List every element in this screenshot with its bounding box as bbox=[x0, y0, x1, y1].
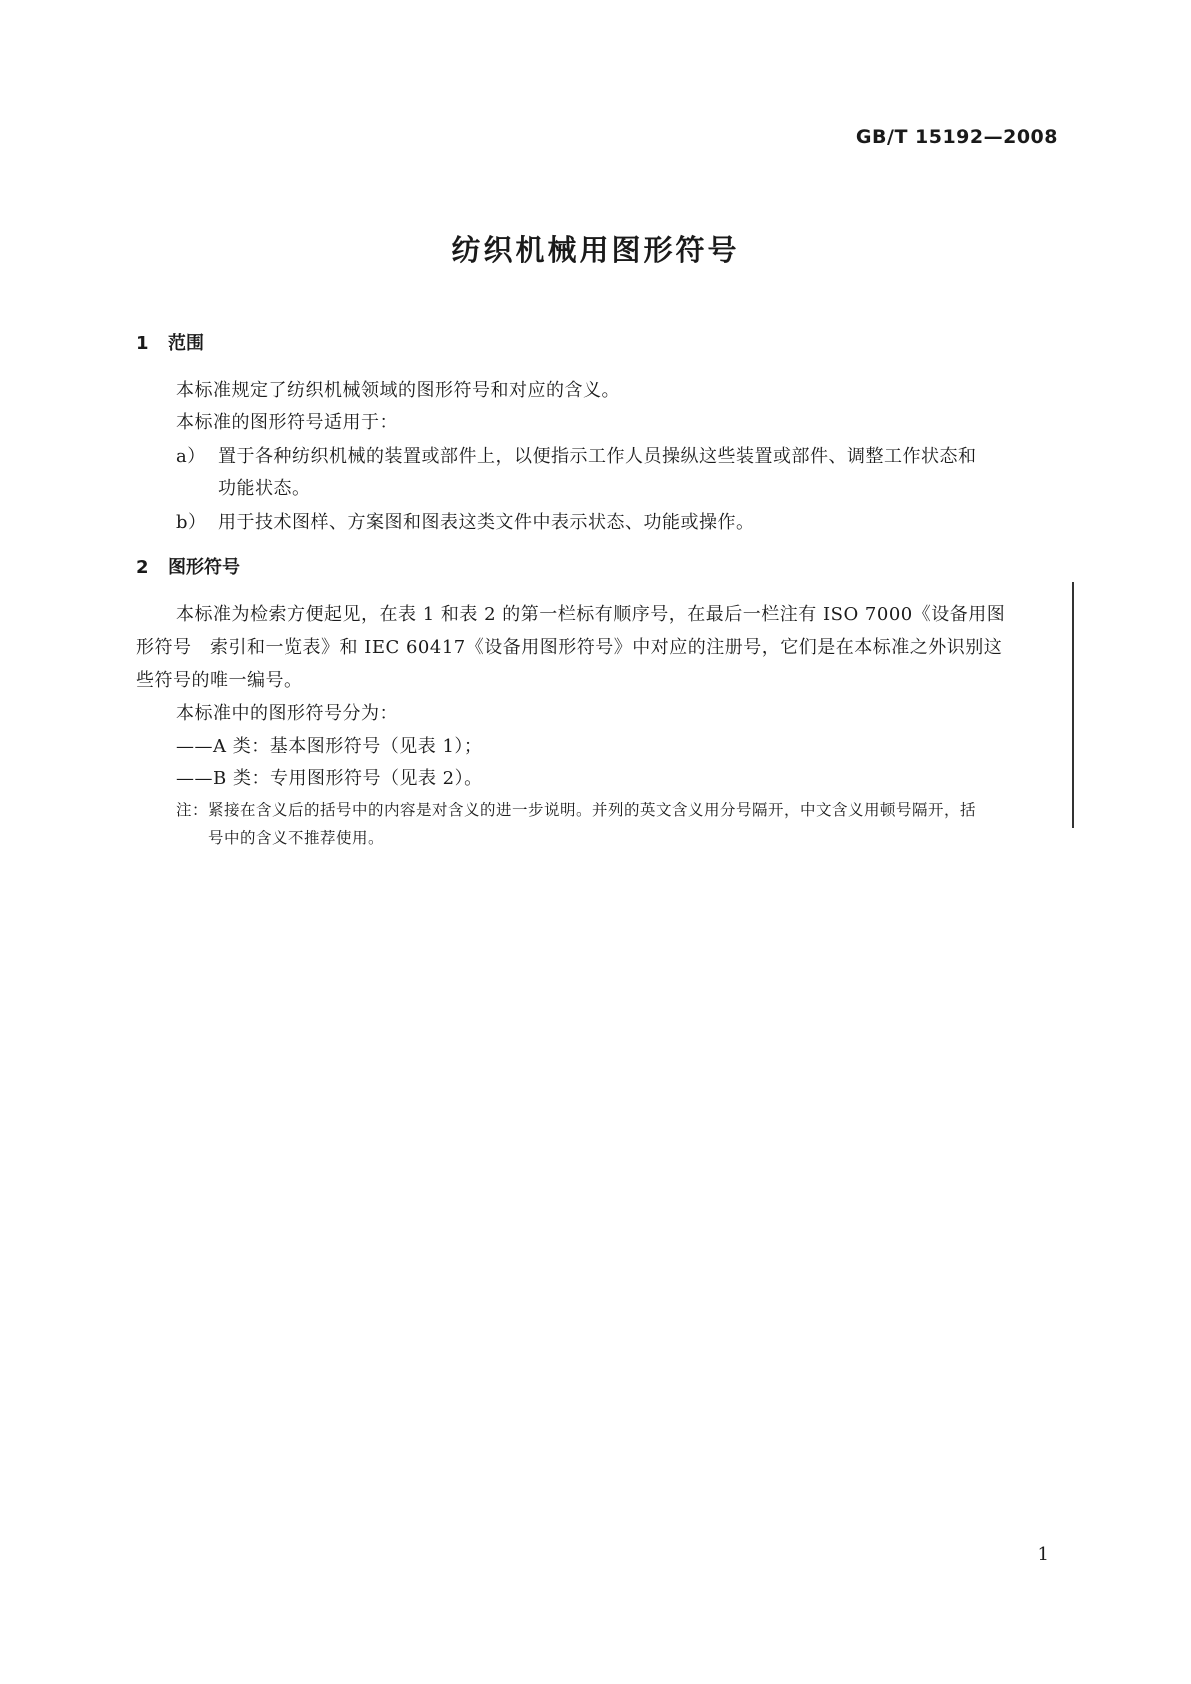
dash-item-a: ——A 类：基本图形符号（见表 1）； bbox=[176, 736, 483, 757]
document-title: 纺织机械用图形符号 bbox=[451, 233, 740, 267]
list-item-b bbox=[176, 508, 755, 534]
paragraph-line: 些符号的唯一编号。 bbox=[136, 670, 303, 691]
section-1-heading bbox=[136, 329, 204, 355]
section-title: 范围 bbox=[168, 333, 204, 354]
list-text: 用于技术图样、方案图和图表这类文件中表示状态、功能或操作。 bbox=[218, 512, 755, 533]
standard-code: GB/T 15192—2008 bbox=[855, 126, 1058, 148]
note-line: 注：紧接在含义后的括号中的内容是对含义的进一步说明。并列的英文含义用分号隔开，中文含义用顿号隔开，括 bbox=[176, 801, 977, 819]
section-title: 图形符号 bbox=[168, 557, 240, 578]
section-2-heading bbox=[136, 553, 240, 579]
list-item-a bbox=[176, 442, 977, 468]
change-bar bbox=[1072, 582, 1074, 828]
section-number: 2 bbox=[136, 557, 149, 578]
paragraph-line: 本标准为检索方便起见，在表 1 和表 2 的第一栏标有顺序号，在最后一栏注有 ISO 7000《设备用图 bbox=[176, 604, 1006, 625]
paragraph: 本标准的图形符号适用于： bbox=[176, 412, 398, 433]
paragraph: 本标准中的图形符号分为： bbox=[176, 703, 398, 724]
paragraph: 本标准规定了纺织机械领域的图形符号和对应的含义。 bbox=[176, 380, 620, 401]
paragraph-line: 形符号 索引和一览表》和 IEC 60417《设备用图形符号》中对应的注册号，它们是在本标准之外识别这 bbox=[136, 637, 1003, 658]
page-number: 1 bbox=[1037, 1544, 1049, 1565]
list-label: b） bbox=[176, 512, 207, 533]
list-label: a） bbox=[176, 446, 206, 467]
note-line: 号中的含义不推荐使用。 bbox=[208, 829, 385, 847]
list-item-continuation: 功能状态。 bbox=[218, 478, 311, 499]
dash-item-b: ——B 类：专用图形符号（见表 2）。 bbox=[176, 768, 483, 789]
section-number: 1 bbox=[136, 333, 149, 354]
list-text: 置于各种纺织机械的装置或部件上，以便指示工作人员操纵这些装置或部件、调整工作状态和 bbox=[218, 446, 977, 467]
